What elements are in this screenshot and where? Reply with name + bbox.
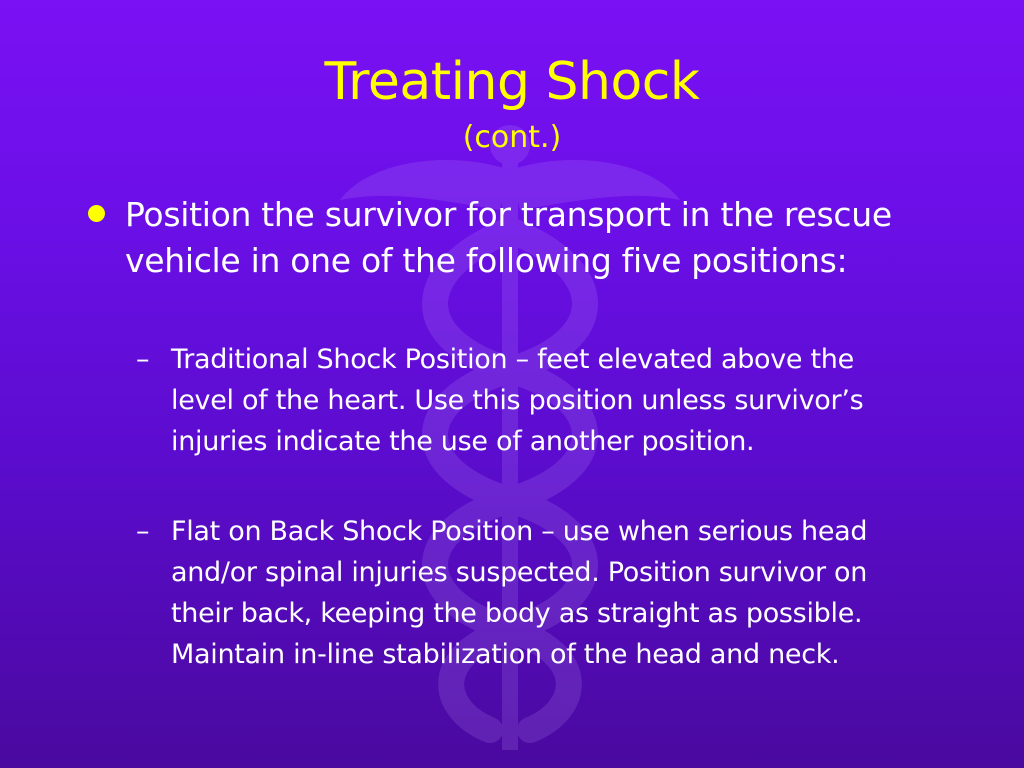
slide-title: Treating Shock (324, 52, 700, 112)
sub-bullet-flat-on-back: Flat on Back Shock Position – use when serious head and/or spinal injuries suspected. Position survivor on their back, keeping the body as straight as possible. Maintain in-line stabilization of the head and neck. (171, 516, 868, 670)
slide-subtitle: (cont.) (462, 120, 562, 155)
sub-bullet-traditional-shock: Traditional Shock Position – feet elevated above the level of the heart. Use this position unless survivor’s injuries indicate the use of another position. (171, 344, 864, 457)
bullet-dot-icon (88, 205, 105, 222)
bullet-main-text: Position the survivor for transport in the rescue vehicle in one of the following five positions: (125, 195, 892, 280)
sub-bullet-dash: – (136, 344, 150, 375)
sub-bullet-dash: – (136, 516, 150, 547)
